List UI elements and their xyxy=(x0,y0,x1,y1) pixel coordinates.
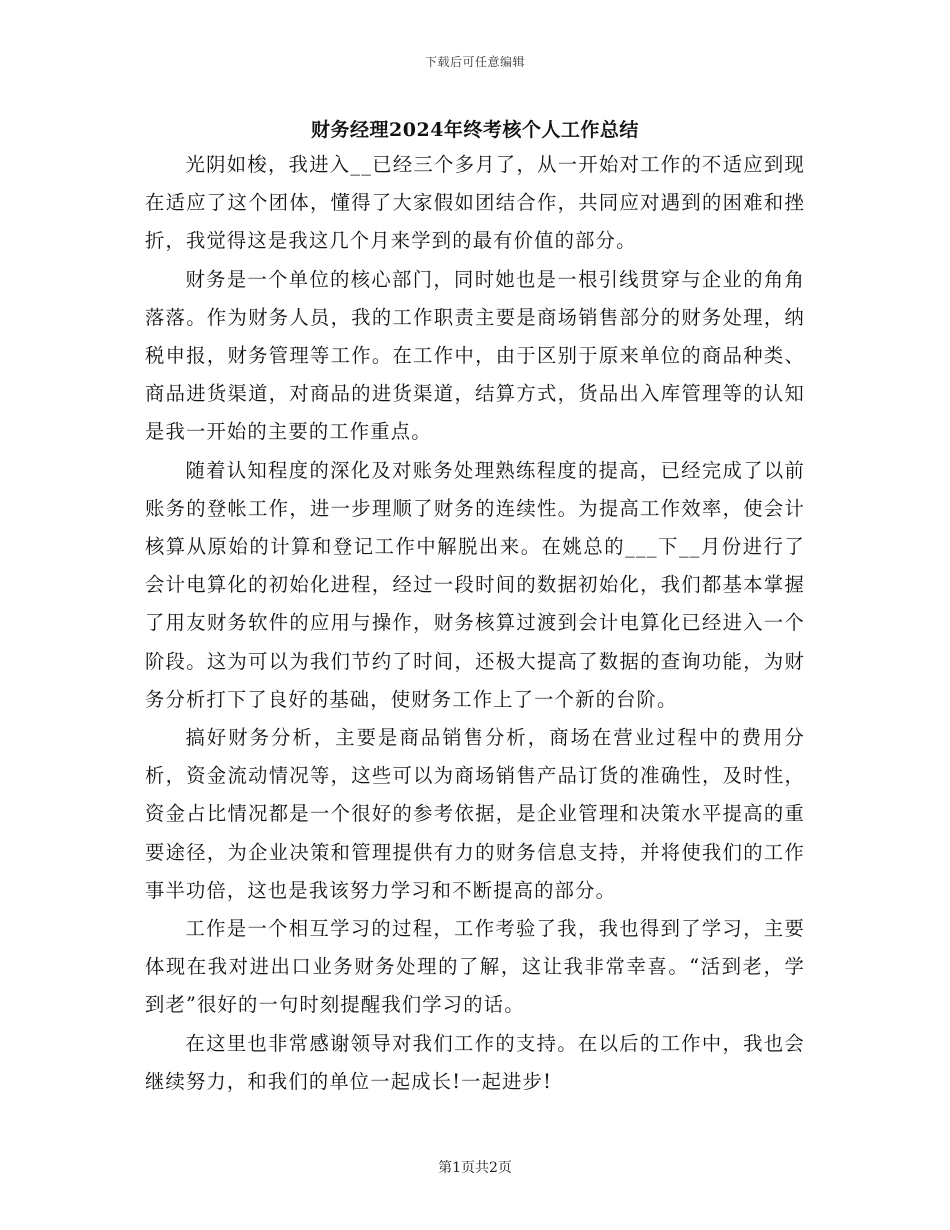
header-note: 下载后可任意编辑 xyxy=(424,55,525,69)
document-title: 财务经理2024年终考核个人工作总结 xyxy=(311,119,639,141)
paragraph: 工作是一个相互学习的过程，工作考验了我，我也得到了学习，主要体现在我对进出口业务财务处理的了解，这让我非常幸喜。“活到老，学到老”很好的一句时刻提醒我们学习的话。 xyxy=(145,917,805,1017)
paragraph: 光阴如梭，我进入__已经三个多月了，从一开始对工作的不适应到现在适应了这个团体，懂得了大家假如团结合作，共同应对遇到的困难和挫折，我觉得这是我这几个月来学到的最有价值的部分。 xyxy=(145,153,805,253)
paragraph: 财务是一个单位的核心部门，同时她也是一根引线贯穿与企业的角角落落。作为财务人员，我的工作职责主要是商场销售部分的财务处理，纳税申报，财务管理等工作。在工作中，由于区别于原来单位的商品种类、商品进货渠道，对商品的进货渠道，结算方式，货品出入库管理等的认知是我一开始的主要的工作重点。 xyxy=(145,267,805,444)
page-number: 第1页共2页 xyxy=(438,1160,512,1176)
paragraph: 随着认知程度的深化及对账务处理熟练程度的提高，已经完成了以前账务的登帐工作，进一步理顺了财务的连续性。为提高工作效率，使会计核算从原始的计算和登记工作中解脱出来。在姚总的___下__月份进行了会计电算化的初始化进程，经过一段时间的数据初始化，我们都基本掌握了用友财务软件的应用与操作，财务核算过渡到会计电算化已经进入一个阶段。这为可以为我们节约了时间，还极大提高了数据的查询功能，为财务分析打下了良好的基础，使财务工作上了一个新的台阶。 xyxy=(145,458,805,711)
document-body xyxy=(145,146,805,1101)
paragraph: 在这里也非常感谢领导对我们工作的支持。在以后的工作中，我也会继续努力，和我们的单位一起成长!一起进步! xyxy=(145,1031,805,1093)
paragraph: 搞好财务分析，主要是商品销售分析，商场在营业过程中的费用分析，资金流动情况等，这些可以为商场销售产品订货的准确性，及时性，资金占比情况都是一个很好的参考依据，是企业管理和决策水平提高的重要途径，为企业决策和管理提供有力的财务信息支持，并将使我们的工作事半功倍，这也是我该努力学习和不断提高的部分。 xyxy=(145,726,805,902)
